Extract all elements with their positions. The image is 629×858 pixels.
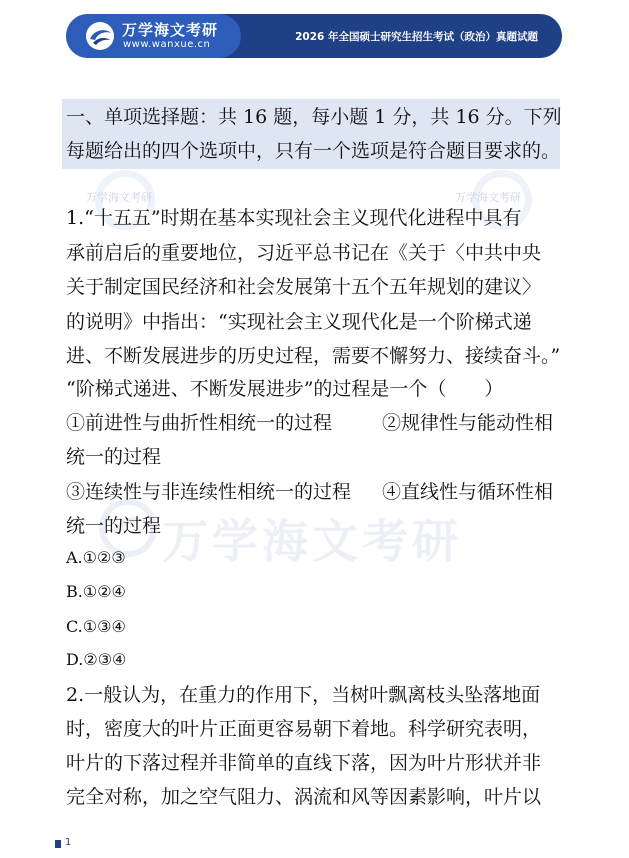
statement-2: ②规律性与能动性相 — [382, 412, 554, 434]
question1-line-2: 承前启后的重要地位，习近平总书记在《关于〈中共中央 — [66, 242, 542, 264]
question2-line-1: 2.一般认为，在重力的作用下，当树叶飘离枝头坠落地面 — [66, 684, 541, 706]
statement-3: ③连续性与非连续性相统一的过程 — [66, 481, 352, 503]
page-number: 1 — [65, 837, 72, 848]
question1-line-6: “阶梯式递进、不断发展进步”的过程是一个（ ） — [66, 378, 504, 400]
exam-title: 2026 年全国硕士研究生招生考试（政治）真题试题 — [295, 31, 538, 43]
page-header-banner — [66, 14, 562, 58]
watermark-big-text: 万学海文考研 — [162, 514, 462, 568]
section-heading: 一、单项选择题：共 16 题，每小题 1 分，共 16 分。下列每题给出的四个选项中，只有一个选项是符合题目要求的。 — [66, 106, 562, 162]
question2-line-4: 完全对称，加之空气阻力、涡流和风等因素影响，叶片以 — [66, 786, 542, 808]
wanxue-logo-icon — [84, 20, 116, 52]
statement-4: ④直线性与循环性相 — [382, 481, 554, 503]
statement-1: ①前进性与曲折性相统一的过程 — [66, 412, 333, 434]
choice-d: D.②③④ — [66, 650, 127, 669]
statement-4-continued: 统一的过程 — [66, 515, 162, 537]
watermark-text-right: 万学海文考研 — [455, 191, 521, 204]
question1-line-4: 的说明》中指出：“实现社会主义现代化是一个阶梯式递 — [66, 311, 532, 333]
question2-line-2: 时，密度大的叶片正面更容易朝下着地。科学研究表明， — [66, 718, 542, 740]
statement-2-continued: 统一的过程 — [66, 446, 162, 468]
choice-c: C.①③④ — [66, 617, 126, 636]
question2-line-3: 叶片的下落过程并非简单的直线下落，因为叶片形状并非 — [66, 752, 542, 774]
question1-line-1: 1.“十五五”时期在基本实现社会主义现代化进程中具有 — [66, 207, 522, 229]
brand-name: 万学海文考研 — [122, 21, 219, 39]
question1-line-5: 进、不断发展进步的历史过程，需要不懈努力、接续奋斗。” — [66, 345, 561, 367]
brand-url: www.wanxue.cn — [123, 39, 211, 50]
choice-a: A.①②③ — [66, 548, 126, 567]
watermark-text-left: 万学海文考研 — [86, 191, 152, 204]
page-marker — [55, 840, 61, 848]
choice-b: B.①②④ — [66, 582, 126, 601]
question1-line-3: 关于制定国民经济和社会发展第十五个五年规划的建议〉 — [66, 276, 542, 298]
